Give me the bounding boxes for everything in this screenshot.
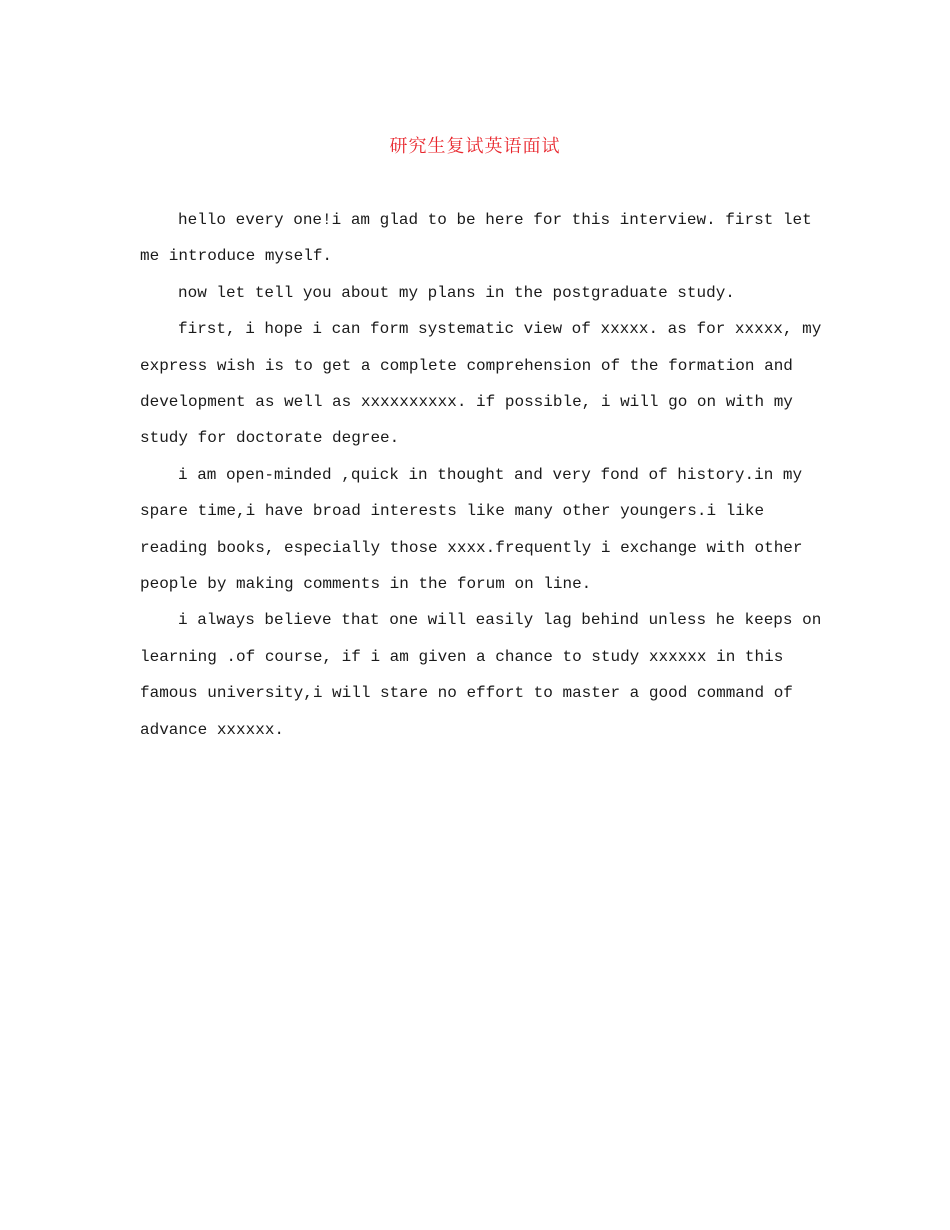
paragraph-line: spare time,i have broad interests like many other youngers.i like <box>140 502 765 521</box>
paragraph-line: me introduce myself. <box>140 247 333 266</box>
paragraph-line: people by making comments in the forum on line. <box>140 575 592 594</box>
paragraph-greeting <box>140 202 810 275</box>
paragraph-line: now let tell you about my plans in the postgraduate study. <box>178 283 735 302</box>
paragraph-line: i always believe that one will easily lag behind unless he keeps on <box>178 611 822 630</box>
paragraph-plans-intro <box>140 275 810 311</box>
paragraph-line: learning .of course, if i am given a chance to study xxxxxx in this <box>140 647 784 666</box>
paragraph-line: advance xxxxxx. <box>140 720 285 739</box>
paragraph-line: first, i hope i can form systematic view of xxxxx. as for xxxxx, my <box>178 320 822 339</box>
paragraph-line: i am open-minded ,quick in thought and very fond of history.in my <box>178 465 803 484</box>
paragraph-personality <box>140 457 810 603</box>
paragraph-line: hello every one!i am glad to be here for this interview. first let <box>178 211 812 229</box>
paragraph-line: study for doctorate degree. <box>140 429 400 448</box>
paragraph-conclusion <box>140 602 822 748</box>
document-body <box>140 202 822 748</box>
paragraph-line: express wish is to get a complete comprehension of the formation and <box>140 356 793 375</box>
document-title: 研究生复试英语面试 <box>389 136 561 157</box>
paragraph-line: development as well as xxxxxxxxxx. if possible, i will go on with my <box>140 393 793 412</box>
paragraph-study-goals <box>140 311 822 457</box>
paragraph-line: famous university,i will stare no effort to master a good command of <box>140 684 793 703</box>
paragraph-line: reading books, especially those xxxx.frequently i exchange with other <box>140 538 803 557</box>
